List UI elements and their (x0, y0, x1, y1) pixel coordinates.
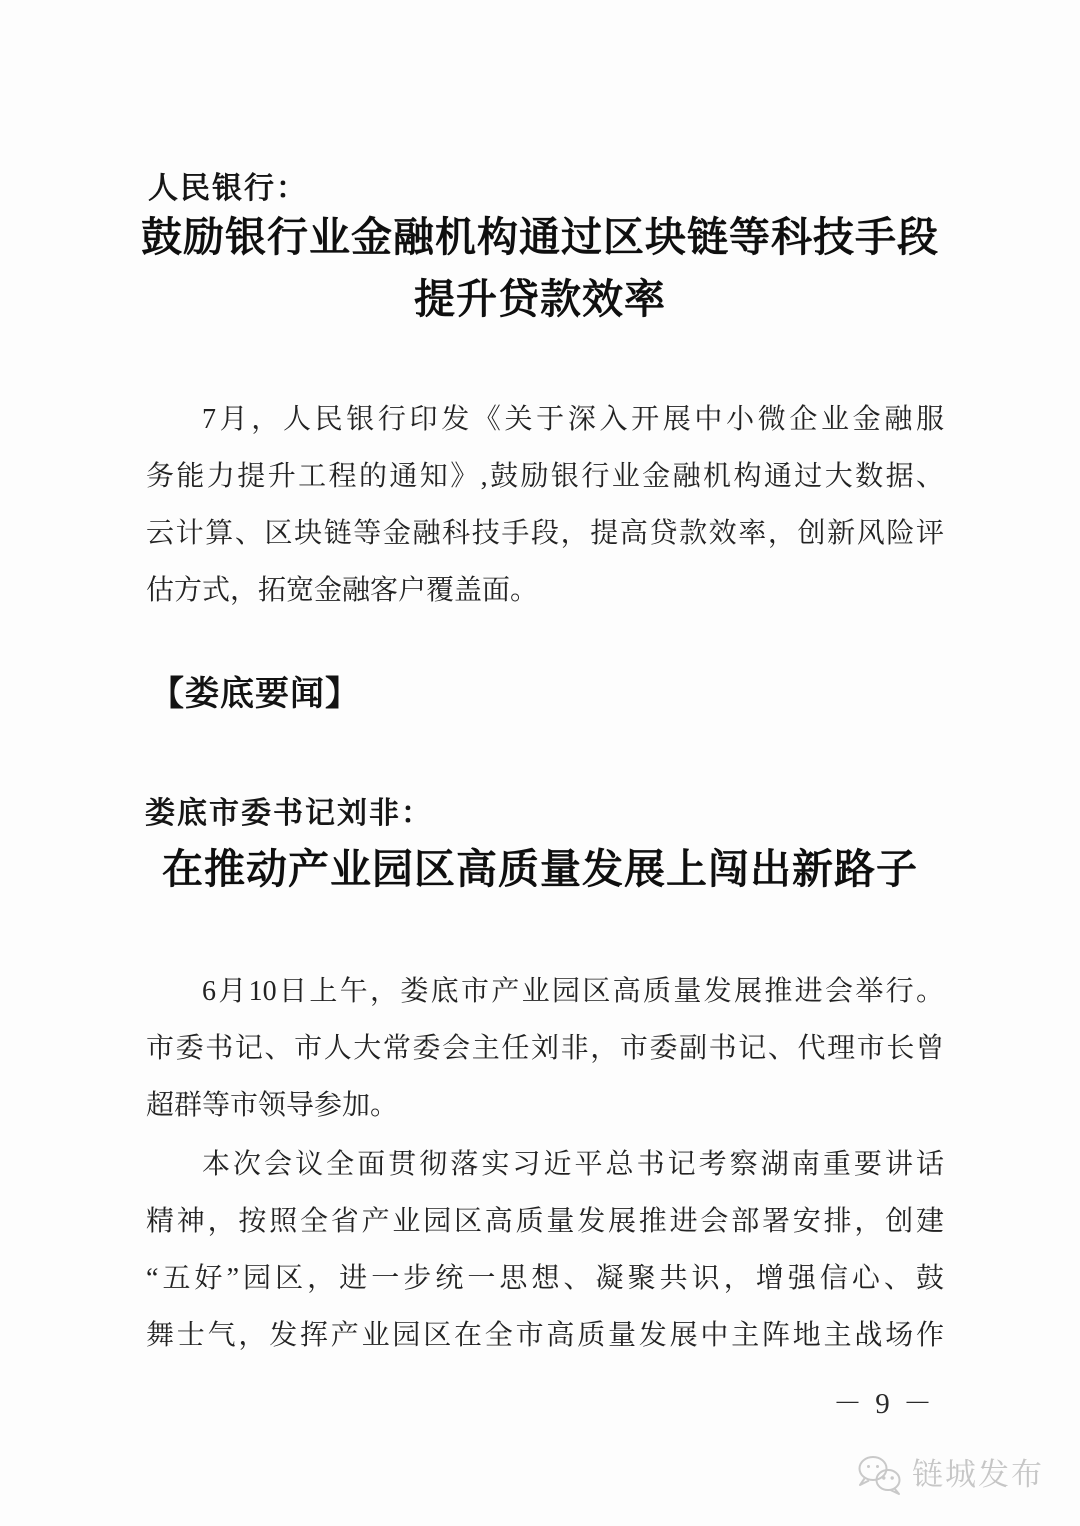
section-header-loudi-news: 【娄底要闻】 (150, 675, 360, 713)
article2-paragraph-1 (146, 963, 944, 1134)
paragraph-line: 舞士气，发挥产业园区在全市高质量发展中主阵地主战场作 (146, 1320, 944, 1351)
article2-paragraph-2 (146, 1136, 944, 1364)
paragraph-line: 云计算、区块链等金融科技手段，提高贷款效率，创新风险评 (146, 518, 944, 549)
paragraph-line: 超群等市领导参加。 (146, 1090, 399, 1121)
article2-kicker: 娄底市委书记刘非： (145, 797, 433, 830)
article1-kicker: 人民银行： (148, 172, 308, 205)
watermark (856, 1452, 1044, 1498)
article1-title-line2: 提升贷款效率 (414, 276, 666, 322)
paragraph-line: 6月10日上午，娄底市产业园区高质量发展推进会举行。 (202, 976, 944, 1007)
paragraph-line: 务能力提升工程的通知》,鼓励银行业金融机构通过大数据、 (146, 461, 944, 492)
article1-paragraph (146, 391, 944, 619)
paragraph-line: 7月，人民银行印发《关于深入开展中小微企业金融服 (202, 404, 944, 435)
watermark-text: 链城发布 (912, 1457, 1044, 1492)
paragraph-line: 精神，按照全省产业园区高质量发展推进会部署安排，创建 (146, 1206, 944, 1237)
paragraph-line: 本次会议全面贯彻落实习近平总书记考察湖南重要讲话 (202, 1149, 944, 1180)
paragraph-line: “五好”园区，进一步统一思想、凝聚共识，增强信心、鼓 (146, 1263, 944, 1294)
article1-title (0, 206, 1080, 330)
page-number: － 9 － (832, 1388, 935, 1420)
paragraph-line: 估方式，拓宽金融客户覆盖面。 (146, 575, 539, 606)
article2-title: 在推动产业园区高质量发展上闯出新路子 (162, 846, 918, 892)
wechat-logo-icon (856, 1453, 904, 1497)
paragraph-line: 市委书记、市人大常委会主任刘非，市委副书记、代理市长曾 (146, 1033, 944, 1064)
article1-title-line1: 鼓励银行业金融机构通过区块链等科技手段 (141, 214, 939, 260)
